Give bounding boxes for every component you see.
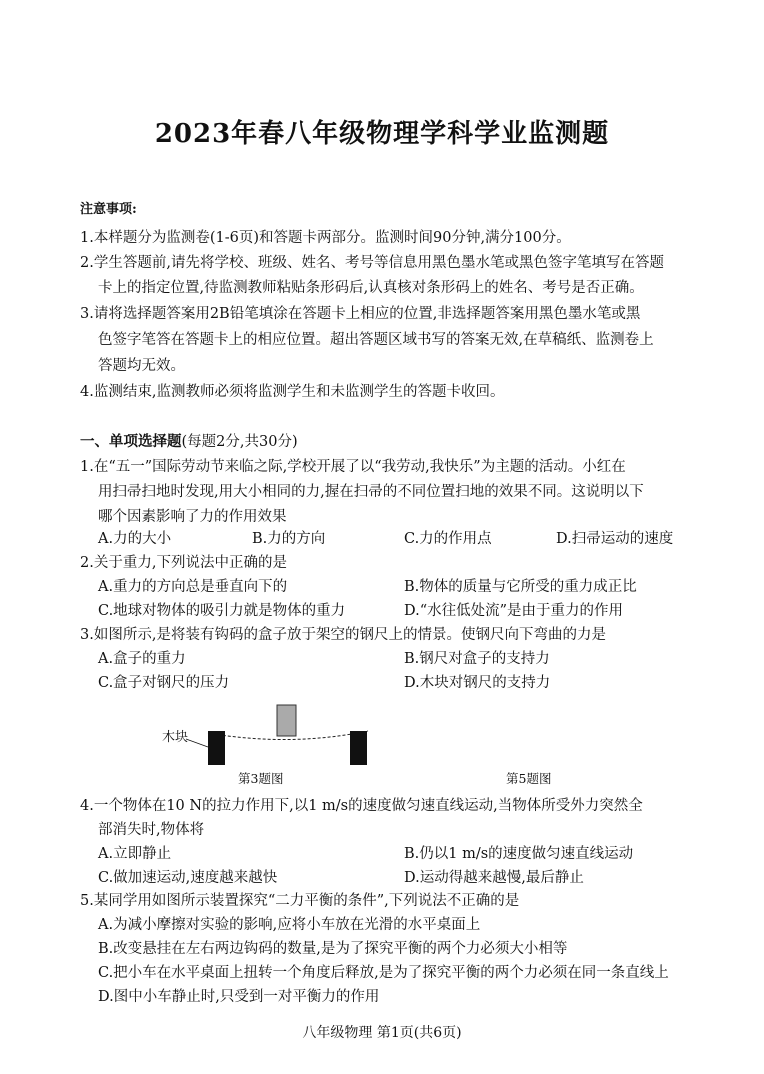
notice-item: 答题均无效。: [98, 358, 185, 374]
section-note: (每题2分,共30分): [181, 434, 298, 450]
option-c: C.盒子对钢尺的压力: [98, 675, 230, 691]
notice-item: 1.本样题分为监测卷(1-6页)和答题卡两部分。监测时间90分钟,满分100分。: [80, 230, 571, 246]
option-b: B.仍以1 m/s的速度做匀速直线运动: [404, 846, 634, 862]
notice-item: 4.监测结束,监测教师必须将监测学生和未监测学生的答题卡收回。: [80, 384, 505, 400]
option-a: A.盒子的重力: [98, 651, 186, 667]
box: [277, 705, 296, 736]
question-line: 哪个因素影响了力的作用效果: [98, 509, 287, 525]
page-title: 2023年春八年级物理学科学业监测题: [154, 119, 610, 149]
question-line: 3.如图所示,是将装有钩码的盒子放于架空的钢尺上的情景。使钢尺向下弯曲的力是: [80, 627, 606, 643]
figure-caption-3: 第3题图: [238, 771, 284, 786]
option-c: C.把小车在水平桌面上扭转一个角度后释放,是为了探究平衡的两个力必须在同一条直线上: [98, 965, 669, 981]
option-d: D.扫帚运动的速度: [556, 531, 674, 547]
option-a: A.力的大小: [98, 531, 172, 547]
section-heading: [80, 432, 298, 452]
question-line: 部消失时,物体将: [98, 822, 205, 838]
option-c: C.力的作用点: [404, 531, 492, 547]
option-d: D.“水往低处流”是由于重力的作用: [404, 603, 624, 619]
question-line: 用扫帚扫地时发现,用大小相同的力,握在扫帚的不同位置扫地的效果不同。这说明以下: [98, 484, 644, 500]
notice-heading: 注意事项:: [80, 202, 137, 217]
option-b: B.钢尺对盒子的支持力: [404, 651, 550, 667]
option-a: A.重力的方向总是垂直向下的: [98, 579, 288, 595]
question-line: 5.某同学用如图所示装置探究“二力平衡的条件”,下列说法不正确的是: [80, 893, 520, 909]
option-d: D.运动得越来越慢,最后静止: [404, 870, 584, 886]
wood-label: 木块: [162, 730, 189, 745]
option-a: A.为减小摩擦对实验的影响,应将小车放在光滑的水平桌面上: [98, 917, 481, 933]
notice-item: 卡上的指定位置,待监测教师粘贴条形码后,认真核对条形码上的姓名、考号是否正确。: [98, 280, 644, 296]
figure-caption-5: 第5题图: [506, 771, 552, 786]
option-b: B.力的方向: [252, 531, 326, 547]
notice-item: 色签字笔答在答题卡上的相应位置。超出答题区域书写的答案无效,在草稿纸、监测卷上: [98, 332, 654, 348]
notice-item: 2.学生答题前,请先将学校、班级、姓名、考号等信息用黑色墨水笔或黑色签字笔填写在答题: [80, 255, 664, 271]
section-title: 一、单项选择题: [80, 433, 182, 450]
question-line: 4.一个物体在10 N的拉力作用下,以1 m/s的速度做匀速直线运动,当物体所受外力突然全: [80, 798, 643, 814]
option-a: A.立即静止: [98, 846, 172, 862]
option-b: B.改变悬挂在左右两边钩码的数量,是为了探究平衡的两个力必须大小相等: [98, 941, 568, 957]
page-footer: 八年级物理 第1页(共6页): [302, 1025, 462, 1041]
wood-block-right: [350, 731, 367, 765]
option-c: C.做加速运动,速度越来越快: [98, 870, 278, 886]
option-d: D.图中小车静止时,只受到一对平衡力的作用: [98, 989, 380, 1005]
option-c: C.地球对物体的吸引力就是物体的重力: [98, 603, 346, 619]
option-b: B.物体的质量与它所受的重力成正比: [404, 579, 637, 595]
notice-item: 3.请将选择题答案用2B铅笔填涂在答题卡上相应的位置,非选择题答案用黑色墨水笔或黑: [80, 306, 641, 322]
wood-block-left: [208, 731, 225, 765]
question-line: 2.关于重力,下列说法中正确的是: [80, 555, 287, 571]
question-line: 1.在“五一”国际劳动节来临之际,学校开展了以“我劳动,我快乐”为主题的活动。小红在: [80, 459, 626, 475]
option-d: D.木块对钢尺的支持力: [404, 675, 551, 691]
label-pointer: [186, 739, 208, 747]
